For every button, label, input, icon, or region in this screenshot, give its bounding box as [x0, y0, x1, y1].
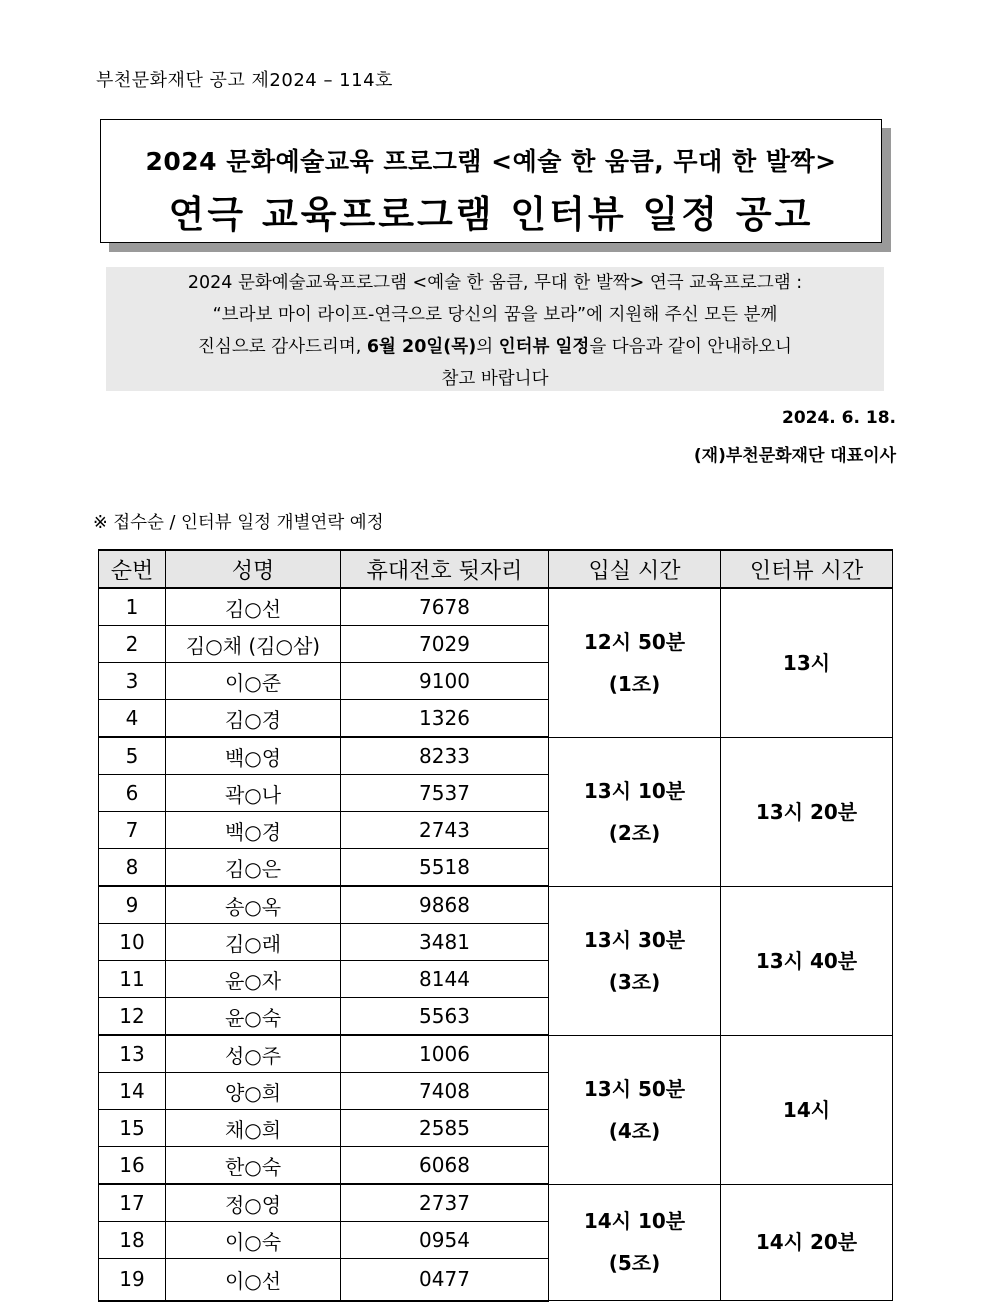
- table-row: [99, 886, 893, 924]
- row-number: 18: [99, 1222, 166, 1259]
- row-number: 15: [99, 1110, 166, 1147]
- group-entry-time: [549, 588, 721, 737]
- row-name: 이○준: [166, 663, 341, 700]
- table-row: [99, 1184, 893, 1222]
- row-phone-last-digits: 8233: [341, 737, 549, 775]
- entry-time-text: 13시 30분: [583, 927, 686, 952]
- intro-line-3: [106, 331, 884, 363]
- header-number: 순번: [99, 550, 166, 588]
- group-entry-time: [549, 886, 721, 1035]
- signer: (재)부천문화재단 대표이사: [693, 446, 896, 466]
- intro-line-3-pre: 진심으로 감사드리며,: [198, 337, 367, 357]
- intro-box: [106, 267, 884, 391]
- row-number: 7: [99, 812, 166, 849]
- row-name: 김○경: [166, 700, 341, 738]
- row-name: 윤○숙: [166, 998, 341, 1036]
- row-phone-last-digits: 2585: [341, 1110, 549, 1147]
- group-label: (2조): [608, 820, 661, 845]
- row-name: 김○채 (김○삼): [166, 626, 341, 663]
- group-label: (3조): [608, 969, 661, 994]
- row-number: 16: [99, 1147, 166, 1185]
- row-number: 10: [99, 924, 166, 961]
- schedule-note: ※ 접수순 / 인터뷰 일정 개별연락 예정: [93, 513, 384, 533]
- row-name: 김○선: [166, 588, 341, 626]
- title-box: [100, 119, 882, 243]
- row-phone-last-digits: 7029: [341, 626, 549, 663]
- group-interview-time: 14시 20분: [721, 1184, 893, 1301]
- group-interview-time: 13시 20분: [721, 737, 893, 886]
- entry-time-text: 12시 50분: [583, 629, 686, 654]
- row-phone-last-digits: 0954: [341, 1222, 549, 1259]
- row-number: 1: [99, 588, 166, 626]
- group-label: (4조): [608, 1118, 661, 1143]
- row-name: 곽○나: [166, 775, 341, 812]
- entry-time-text: 13시 10분: [583, 778, 686, 803]
- group-label: (1조): [608, 671, 661, 696]
- table-body: [99, 588, 893, 1301]
- group-interview-time: 13시 40분: [721, 886, 893, 1035]
- row-phone-last-digits: 7408: [341, 1073, 549, 1110]
- row-number: 3: [99, 663, 166, 700]
- notice-date: 2024. 6. 18.: [781, 408, 896, 428]
- row-phone-last-digits: 7678: [341, 588, 549, 626]
- intro-interview-date: 6월 20일(목): [366, 337, 477, 357]
- intro-line-3-mid: 의: [476, 337, 499, 357]
- row-phone-last-digits: 1326: [341, 700, 549, 738]
- row-number: 5: [99, 737, 166, 775]
- row-phone-last-digits: 9100: [341, 663, 549, 700]
- table-row: [99, 737, 893, 775]
- group-entry-time: [549, 1184, 721, 1301]
- group-interview-time: 14시: [721, 1035, 893, 1184]
- row-name: 김○래: [166, 924, 341, 961]
- row-number: 11: [99, 961, 166, 998]
- row-phone-last-digits: 8144: [341, 961, 549, 998]
- row-name: 백○영: [166, 737, 341, 775]
- row-name: 송○옥: [166, 886, 341, 924]
- title-line-1: 2024 문화예술교육 프로그램 <예술 한 움큼, 무대 한 발짝>: [145, 147, 837, 176]
- row-number: 4: [99, 700, 166, 738]
- row-name: 성○주: [166, 1035, 341, 1073]
- row-name: 백○경: [166, 812, 341, 849]
- row-phone-last-digits: 2737: [341, 1184, 549, 1222]
- table-row: [99, 1035, 893, 1073]
- row-name: 양○희: [166, 1073, 341, 1110]
- intro-interview-schedule: 인터뷰 일정: [498, 337, 590, 357]
- row-number: 9: [99, 886, 166, 924]
- title-line-2: 연극 교육프로그램 인터뷰 일정 공고: [168, 193, 814, 236]
- row-phone-last-digits: 1006: [341, 1035, 549, 1073]
- row-name: 윤○자: [166, 961, 341, 998]
- intro-line-4: 참고 바랍니다: [441, 369, 549, 389]
- group-label: (5조): [608, 1251, 661, 1276]
- header-interview-time: 인터뷰 시간: [721, 550, 893, 588]
- row-phone-last-digits: 7537: [341, 775, 549, 812]
- table-row: [99, 588, 893, 626]
- intro-line-1: 2024 문화예술교육프로그램 <예술 한 움큼, 무대 한 발짝> 연극 교육프로그램 :: [187, 273, 803, 293]
- row-phone-last-digits: 5563: [341, 998, 549, 1036]
- row-name: 정○영: [166, 1184, 341, 1222]
- notice-number: 부천문화재단 공고 제2024 – 114호: [96, 70, 393, 91]
- intro-line-3-post: 을 다음과 같이 안내하오니: [589, 337, 792, 357]
- row-name: 김○은: [166, 849, 341, 887]
- entry-time-text: 14시 10분: [583, 1209, 686, 1234]
- row-phone-last-digits: 6068: [341, 1147, 549, 1185]
- row-name: 이○숙: [166, 1222, 341, 1259]
- header-name: 성명: [166, 550, 341, 588]
- group-entry-time: [549, 737, 721, 886]
- row-number: 19: [99, 1259, 166, 1301]
- header-entry-time: 입실 시간: [549, 550, 721, 588]
- row-phone-last-digits: 2743: [341, 812, 549, 849]
- group-entry-time: [549, 1035, 721, 1184]
- header-phone: 휴대전호 뒷자리: [341, 550, 549, 588]
- row-phone-last-digits: 3481: [341, 924, 549, 961]
- interview-schedule-table: [98, 549, 893, 1302]
- row-number: 8: [99, 849, 166, 887]
- row-number: 13: [99, 1035, 166, 1073]
- row-number: 6: [99, 775, 166, 812]
- row-name: 채○희: [166, 1110, 341, 1147]
- row-name: 이○선: [166, 1259, 341, 1301]
- row-phone-last-digits: 9868: [341, 886, 549, 924]
- table-header-row: [99, 550, 893, 588]
- row-name: 한○숙: [166, 1147, 341, 1185]
- row-phone-last-digits: 0477: [341, 1259, 549, 1301]
- row-phone-last-digits: 5518: [341, 849, 549, 887]
- intro-line-2: “브라보 마이 라이프-연극으로 당신의 꿈을 보라”에 지원해 주신 모든 분께: [212, 305, 778, 325]
- row-number: 17: [99, 1184, 166, 1222]
- row-number: 2: [99, 626, 166, 663]
- row-number: 14: [99, 1073, 166, 1110]
- entry-time-text: 13시 50분: [583, 1076, 686, 1101]
- group-interview-time: 13시: [721, 588, 893, 737]
- row-number: 12: [99, 998, 166, 1036]
